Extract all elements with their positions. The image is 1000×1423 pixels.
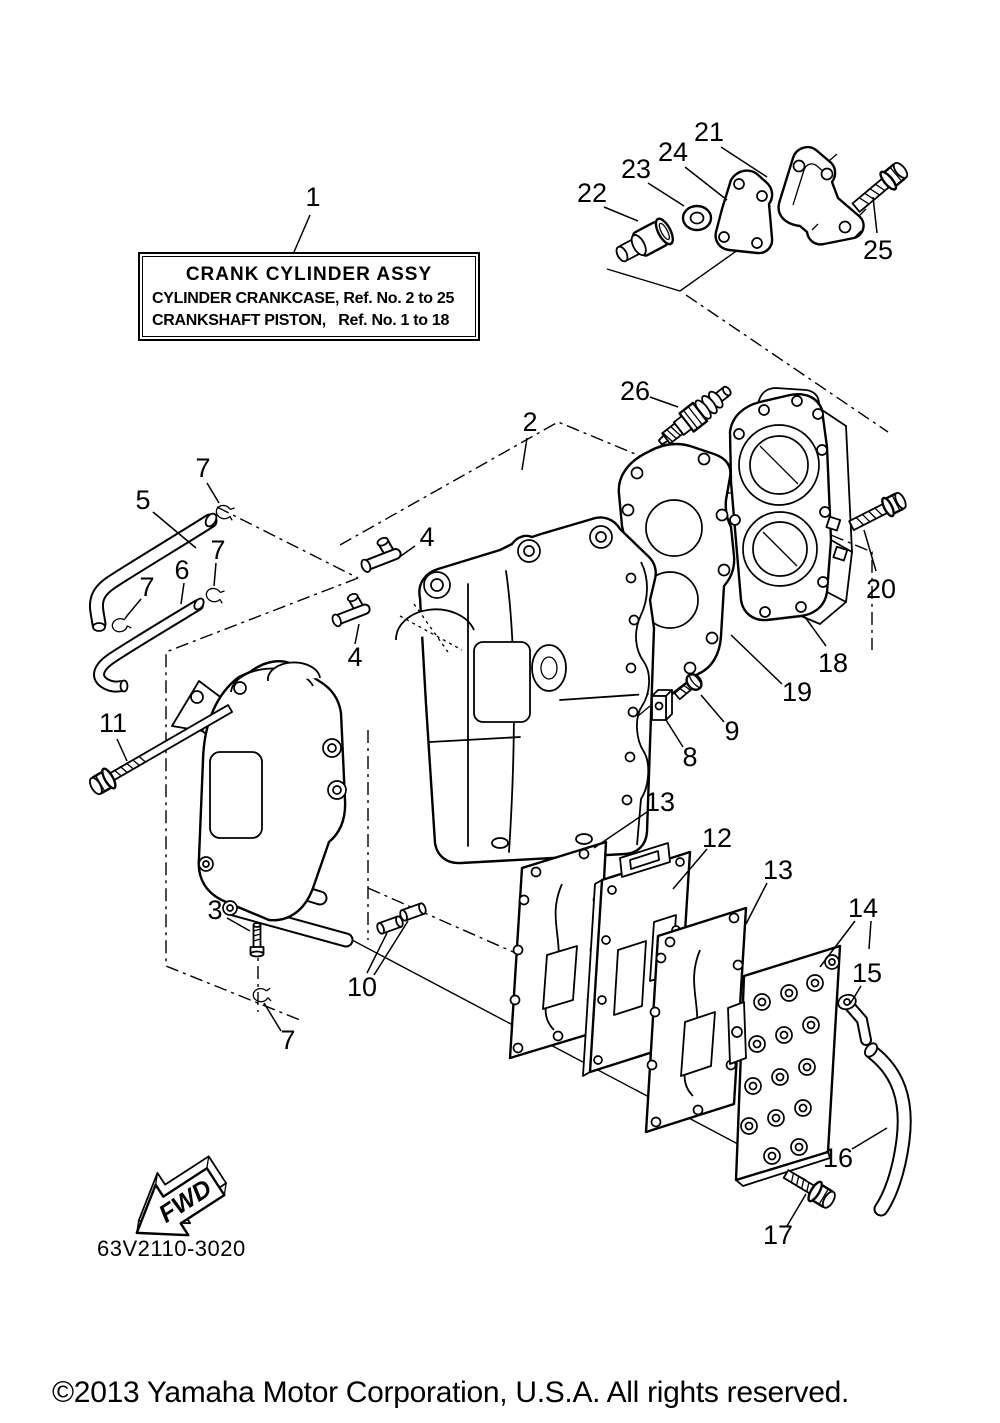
fwd-label: FWD (153, 1174, 217, 1229)
callout-22: 22 (576, 178, 608, 208)
callout-4b: 4 (347, 642, 363, 672)
callout-5: 5 (135, 485, 151, 515)
part-3-bolt-drawing (251, 923, 264, 957)
callout-3: 3 (207, 895, 223, 925)
part-2-cylinder-block-drawing (396, 517, 656, 863)
callout-12: 12 (701, 823, 733, 853)
part-7-clip-d (253, 987, 272, 1003)
callout-19: 19 (781, 677, 813, 707)
callout-7c: 7 (139, 572, 155, 602)
callout-7b: 7 (210, 535, 226, 565)
assembly-title: CRANK CYLINDER ASSY (185, 264, 433, 285)
callout-26: 26 (619, 376, 651, 406)
part-25-bolt-drawing (849, 159, 911, 216)
part-7-clip-b (204, 585, 226, 605)
part-4-fitting-lower (328, 592, 367, 628)
leader-23 (648, 183, 684, 206)
leader-16 (852, 1128, 887, 1149)
part-22-plug-drawing (611, 216, 676, 268)
callout-23: 23 (620, 154, 652, 184)
callout-10: 10 (346, 972, 378, 1002)
callout-25: 25 (862, 235, 894, 265)
callout-2: 2 (522, 407, 538, 437)
leader-9 (701, 695, 724, 722)
callout-7d: 7 (280, 1025, 296, 1055)
callout-11: 11 (98, 708, 128, 738)
leader-20 (864, 530, 876, 571)
leader-7a (207, 483, 219, 503)
leader-2 (522, 438, 527, 470)
copyright-text: ©2013 Yamaha Motor Corporation, U.S.A. All rights reserved. (52, 1376, 850, 1409)
assembly-ref-row-1: CYLINDER CRANKCASE, Ref. No. 2 to 25 (152, 290, 455, 307)
leader-7b (214, 563, 216, 586)
callout-1: 1 (305, 182, 321, 212)
part-7-clip-a (214, 502, 236, 522)
callout-24: 24 (657, 137, 689, 167)
part-20-bolt-drawing (847, 490, 909, 535)
part-10-dowel-a (376, 915, 404, 934)
callout-8: 8 (682, 742, 698, 772)
part-26-spark-plug-drawing (654, 380, 737, 452)
callout-17: 17 (762, 1220, 794, 1250)
assembly-label-box (138, 252, 480, 341)
part-24-gasket-drawing (716, 171, 773, 253)
callout-16: 16 (822, 1143, 854, 1173)
callout-7a: 7 (195, 453, 211, 483)
leader-24 (685, 167, 727, 200)
callout-13a: 13 (644, 787, 676, 817)
callout-15: 15 (851, 958, 883, 988)
callout-18: 18 (817, 648, 849, 678)
leader-4b (355, 624, 359, 644)
part-23-washer-drawing (683, 206, 711, 230)
callout-9: 9 (724, 716, 740, 746)
part-16-hose-drawing (862, 1041, 904, 1209)
part-15-fitting-drawing (836, 992, 866, 1040)
leader-13b (746, 883, 767, 924)
part-21-bracket-drawing (779, 147, 866, 244)
leader-1 (294, 215, 310, 252)
part-7-clip-c (111, 616, 131, 633)
leader-6 (181, 583, 184, 604)
leader-11 (117, 739, 127, 761)
part-5-hose-drawing (93, 512, 219, 631)
dashdot-line-1 (217, 507, 358, 578)
assembly-ref-row-2: CRANKSHAFT PISTON, Ref. No. 1 to 18 (152, 312, 450, 329)
part-6-hose-drawing (99, 597, 206, 692)
part-10-dowel-b (399, 902, 427, 921)
assembly-label-box-inner (142, 256, 476, 337)
leader-25 (873, 197, 877, 233)
crankcase-drawing (172, 661, 346, 940)
callout-14: 14 (847, 893, 879, 923)
callout-21: 21 (693, 117, 725, 147)
drawing-code: 63V2110-3020 (97, 1236, 246, 1261)
leader-8 (666, 720, 683, 747)
leader-19 (731, 635, 782, 684)
callout-6: 6 (174, 555, 190, 585)
part-4-fitting-upper (357, 535, 398, 573)
leader-7d (264, 1003, 281, 1031)
callout-4a: 4 (419, 522, 435, 552)
callout-20: 20 (865, 574, 897, 604)
leader-10 (367, 933, 387, 973)
leader-22 (604, 207, 638, 221)
leader-26 (650, 397, 678, 407)
leader-14-1 (869, 921, 871, 949)
part-18-cylinder-head-drawing (730, 388, 852, 624)
callout-13b: 13 (762, 855, 794, 885)
